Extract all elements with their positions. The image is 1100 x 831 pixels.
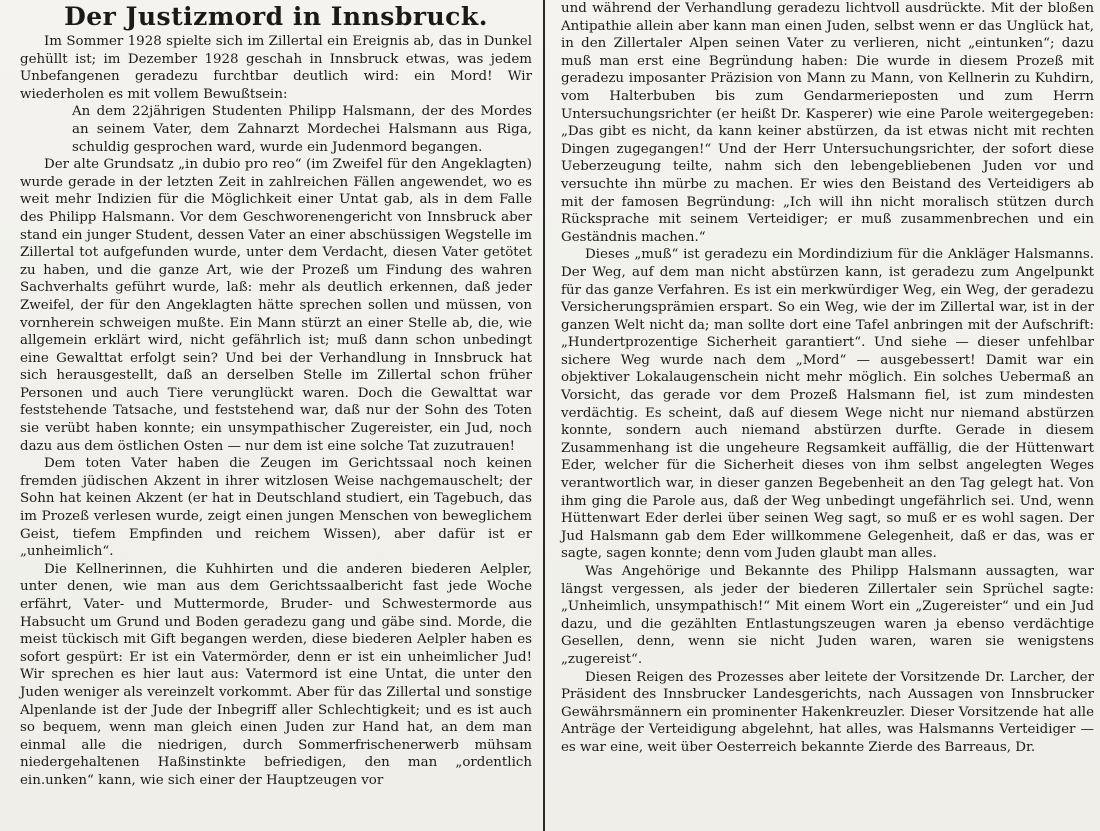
column-rule	[543, 0, 545, 831]
headline: Der Justizmord in Innsbruck.	[64, 2, 488, 31]
paragraph-presiding-judge: Diesen Reigen des Prozesses aber leitete der Vorsitzende Dr. Larcher, der Präsident des Innsbrucker Landesgerichts, nach Aussagen von Innsbrucker Gewährsmännern ein prominenter Hakenkreuzler. Dieser Vorsitzende hat alle Anträge der Verteidigung abgelehnt, hat alles, was Halsmanns Verteidiger — es war eine, weit über Oesterreich bekannte Zierde des Barreaus, Dr.	[561, 669, 1094, 755]
paragraph-statement: An dem 22jährigen Studenten Philipp Halsmann, der des Mordes an seinem Vater, dem Zahnarzt Mordechei Halsmann aus Riga, schuldig gesprochen ward, wurde ein Judenmord begangen.	[72, 104, 532, 155]
paragraph-intro: Im Sommer 1928 spielte sich im Zillertal ein Ereignis ab, das in Dunkel gehüllt ist; im Dezember 1928 geschah in Innsbruck etwas, was jedem Unbefangenen geradezu furchtbar deutlich wird: ein Mord! Wir wiederholen es mit vollem Bewußtsein:	[20, 34, 532, 102]
paragraph-aelpler: Die Kellnerinnen, die Kuhhirten und die anderen biederen Aelpler, unter denen, wie man aus dem Gerichtssaalbericht fast jede Woche erfährt, Vater- und Muttermorde, Bruder- und Schwestermorde aus Habsucht um Grund und Boden geradezu gang und gäbe sind. Morde, die meist tückisch mit Gift begangen werden, diese biederen Aelpler haben es sofort gespürt: Er ist ein Vatermörder, denn er ist ein unheimlicher Jud! Wir sprechen es hier laut aus: Vatermord ist eine Untat, die unter den Juden weniger als vereinzelt vorkommt. Aber für das Zillertal und sonstige Alpenlande ist der Jude der Inbegriff aller Schlechtigkeit; und es ist auch so bequem, wenn man gleich einen Juden zur Hand hat, an dem man einmal alle die niedrigen, durch Sommerfrischenerwerb mühsam niedergehaltenen Haßinstinkte befriedigen, den man „ordentlich ein.unken“ kann, wie sich einer der Hauptzeugen vor	[20, 561, 532, 788]
paragraph-path: Dieses „muß“ ist geradezu ein Mordindizium für die Ankläger Halsmanns. Der Weg, auf dem man nicht abstürzen kann, ist geradezu zum Angelpunkt für das ganze Verfahren. Es ist ein merkwürdiger Weg, ein Weg, der geradezu Versicherungsprämien erspart. So ein Weg, wie der im Zillertal war, ist in der ganzen Welt nicht da; man sollte dort eine Tafel anbringen mit der Aufschrift: „Hundertprozentige Sicherheit garantiert“. Und siehe — dieser unfehlbar sichere Weg wurde nach dem „Mord“ — ausgebessert! Damit war ein objektiver Lokalaugenschein nicht mehr möglich. Ein solches Uebermaß an Vorsicht, das gerade vor dem Prozeß Halsmann fiel, ist zum mindesten verdächtig. Es scheint, daß auf diesem Wege nicht nur niemand abstürzen konnte, sondern auch niemand abstürzen durfte. Gerade in diesem Zusammenhang ist die ungeheure Regsamkeit auffällig, die der Hüttenwart Eder, welcher für die Sicherheit dieses von ihm selbst angelegten Weges verantwortlich war, in dieser ganzen Begebenheit an den Tag gelegt hat. Von ihm ging die Parole aus, daß der Weg unbedingt ungefährlich sei. Und, wenn Hüttenwart Eder derlei über seinen Weg sagt, so muß er es wohl sagen. Der Jud Halsmann gab dem Eder willkommene Gelegenheit, daß er das, was er sagte, sagen konnte; denn vom Juden glaubt man alles.	[561, 247, 1094, 562]
paragraph-dead-father: Dem toten Vater haben die Zeugen im Gerichtssaal noch keinen fremden jüdischen Akzent in ihrer witzlosen Weise nachgemauschelt; der Sohn hat keinen Akzent (er hat in Deutschland studiert, ein Tagebuch, das im Prozeß verlesen wurde, zeigt einen jungen Menschen von beweglichem Geist, tiefem Empfinden und reichem Wissen), aber dafür ist er „unheimlich“.	[20, 456, 532, 560]
left-column	[0, 0, 540, 831]
right-column	[549, 0, 1100, 831]
paragraph-witnesses: Was Angehörige und Bekannte des Philipp Halsmann aussagten, war längst vergessen, als jeder der biederen Zillertaler sein Sprüchel sagte: „Unheimlich, unsympathisch!“ Mit einem Wort ein „Zugereister“ und ein Jud dazu, und die gezählten Entlastungszeugen waren ja ebenso verdächtige Gesellen, denn, wenn sie nicht Juden waren, waren sie wenigstens „zugereist“.	[561, 564, 1094, 667]
paragraph-in-dubio: Der alte Grundsatz „in dubio pro reo“ (im Zweifel für den Angeklagten) wurde gerade in der letzten Zeit in zahlreichen Fällen angewendet, wo es weit mehr Indizien für die Möglichkeit einer Untat gab, als in dem Falle des Philipp Halsmann. Vor dem Geschworenengericht von Innsbruck aber stand ein junger Student, dessen Vater an einer abschüssigen Wegstelle im Zillertal tot aufgefunden wurde, unter dem Verdacht, diesen Vater getötet zu haben, und die ganze Art, wie der Prozeß um Findung des wahren Sachverhalts geführt wurde, laß: mehr als deutlich erkennen, daß jeder Zweifel, der für den Angeklagten hätte sprechen sollen und müssen, von vornherein schweigen mußte. Ein Mann stürzt an einer Stelle ab, die, wie allgemein erklärt wird, nicht gefährlich ist; muß dann schon unbedingt eine Gewalttat erfolgt sein? Und bei der Verhandlung in Innsbruck hat sich herausgestellt, daß an derselben Stelle im Zillertal schon früher Personen und auch Tiere verunglückt waren. Doch die Gewalttat war feststehende Tatsache, und feststehend war, daß nur der Sohn des Toten sie verübt haben konnte; ein unsympathischer Zugereister, ein Jud, noch dazu aus dem östlichen Osten — nur dem ist eine solche Tat zuzutrauen!	[20, 157, 532, 454]
paragraph-continuation: und während der Verhandlung geradezu lichtvoll ausdrückte. Mit der bloßen Antipathie allein aber kann man einen Juden, selbst wenn er das Unglück hat, in den Zillertaler Alpen seinen Vater zu verlieren, nicht „eintunken“; dazu muß man erst eine Begründung haben: Die wurde in diesem Prozeß mit geradezu imposanter Präzision von Mann zu Mann, von Kellnerin zu Kuhdirn, vom Halterbuben bis zum Gendarmerieposten und zum Herrn Untersuchungsrichter (er heißt Dr. Kasperer) wie eine Parole weitergegeben: „Das gibt es nicht, da kann keiner abstürzen, da ist etwas nicht mit rechten Dingen zugegangen!“ Und der Herr Untersuchungsrichter, der sofort diese Ueberzeugung teilte, nahm sich den lebengebliebenen Juden vor und versuchte ihn mürbe zu machen. Er wies den Beistand des Verteidigers ab mit der famosen Begründung: „Ich will ihn nicht moralisch stützen durch Rücksprache mit seinem Verteidiger; er muß zusammenbrechen und ein Geständnis machen.“	[561, 1, 1094, 245]
